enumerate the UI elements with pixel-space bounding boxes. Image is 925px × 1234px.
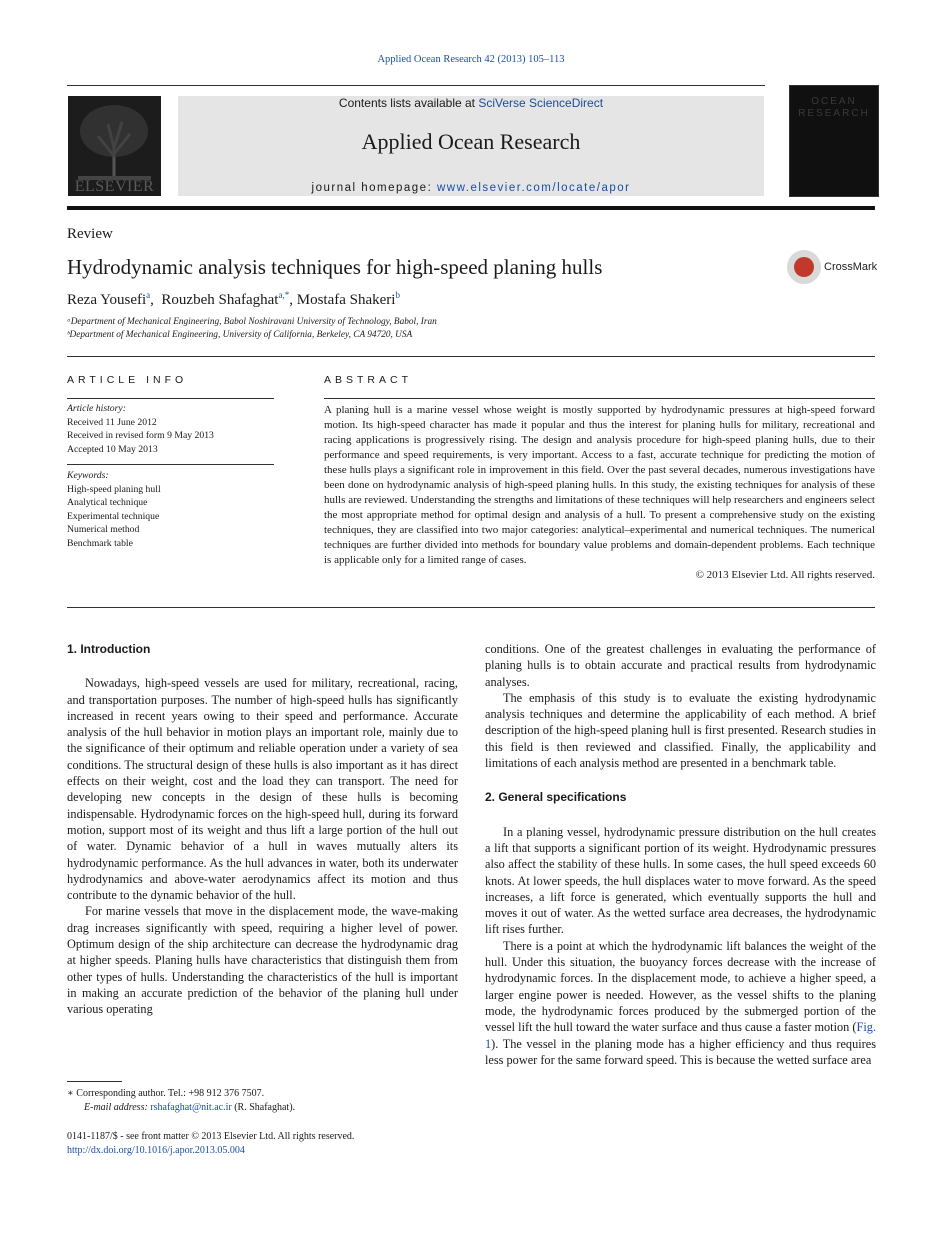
abstract-divider — [324, 398, 875, 399]
journal-banner — [178, 96, 764, 196]
abstract-heading: ABSTRACT — [324, 374, 413, 386]
author-affil-mark[interactable]: a — [146, 290, 151, 300]
elsevier-wordmark: ELSEVIER — [74, 178, 155, 195]
abstract-block — [324, 403, 875, 583]
author-affil-mark[interactable]: b — [395, 290, 400, 300]
email-line — [67, 1101, 295, 1115]
keywords-label: Keywords: — [67, 470, 109, 481]
author-affil-mark[interactable]: a,* — [278, 290, 290, 300]
history-item: Received 11 June 2012 — [67, 416, 157, 428]
keyword-item: Numerical method — [67, 524, 140, 535]
abstract-bottom-divider — [67, 607, 875, 608]
front-matter — [67, 1130, 354, 1158]
affiliation-a: ᵃDepartment of Mechanical Engineering, Babol Noshiravani University of Technology, Babol, Iran — [67, 317, 437, 327]
section-2-heading: 2. General specifications — [485, 790, 627, 805]
paragraph-text: ). The vessel in the planing mode has a higher efficiency and thus requires less power for the same forward speed. This is because the wetted surface area — [485, 1036, 876, 1067]
history-item: Accepted 10 May 2013 — [67, 443, 158, 455]
header-thick-bar — [67, 206, 875, 210]
contents-line — [178, 96, 764, 110]
email-suffix: (R. Shafaghat). — [234, 1102, 296, 1113]
cover-title: OCEAN RESEARCH — [798, 96, 870, 119]
section-1-heading: 1. Introduction — [67, 642, 151, 656]
contents-prefix: Contents lists available at — [338, 96, 475, 110]
abstract-text: A planing hull is a marine vessel whose weight is mostly supported by hydrodynamic pressures at high-speed forward motion. Its high-speed character has made it popular and thus the interest for planing hulls for military, recreational and racing applications is progressively rising. The design and analysis procedure for high-speed planing hulls, due to their performance and speed requirements, is very important. Access to a fast, accurate technique for predicting the motion of these hulls plays a significant role in improvement in this field. Over the past several decades, numerous investigations have been done on hydrodynamic analysis of high-speed planing hulls. In this study, the existing techniques for analysis of these hulls are reviewed. Understanding the strengths and limitations of these techniques will help researchers and engineers select the most appropriate method for optimal design and analysis of a hull. To present a comprehensive study on the existing techniques, they are classified into two major categories: analytical–experimental and numerical techniques. The numerical techniques are further divided into methods for boundary value problems and domain-dependent problems. Each technique is applicable only for a limited range of cases. — [324, 404, 875, 566]
paragraph: For marine vessels that move in the displacement mode, the wave-making drag increases significantly with speed, requiring a higher level of power. Optimum design of the ship architecture can decrease the hydrodynamic drag at higher speeds. Planing hulls have characteristics that distinguish them from other types of hulls. Understanding the characteristics of the hull is important in making an accurate prediction of the behavior of the planing hull under various operating — [67, 904, 458, 1017]
crossmark-label: CrossMark — [824, 261, 878, 273]
affiliation-divider — [67, 356, 875, 357]
keywords-divider — [67, 464, 274, 465]
paragraph: In a planing vessel, hydrodynamic pressure distribution on the hull creates a lift that supports a significant portion of its weight. Hydrodynamic pressures also affect the stability of these hulls. In some cases, the hull speed exceeds 60 knots. At lower speeds, the hull displaces water to move forward. As the speed increases, a lift force is generated, which eventually supports the hull and moves it out of water. As the wetted surface area decreases, the hydrodynamic lift rises further. — [485, 824, 876, 937]
article-history — [67, 402, 214, 456]
keyword-item: High-speed planing hull — [67, 483, 161, 495]
crossmark-badge[interactable] — [787, 250, 879, 286]
elsevier-logo — [68, 96, 161, 196]
article-type: Review — [67, 226, 113, 242]
paragraph: Nowadays, high-speed vessels are used for military, recreational, racing, and transportation purposes. The number of high-speed hulls has significantly increased in recent years owing to their speed and performance. Accurate analysis of the hull behavior in motion plays an important role, mainly due to the significance of their optimum and reliable operation under a variety of sea conditions. The structural design of these hulls is also important as it has direct effects on their weight, cost and the load they can transport. The need for developing new concepts in the design of these hulls is becoming indispensable. Hydrodynamic forces on the high-speed hull, during its forward motion, support most of its weight and thus lift a large portion of the hull out of water. Dynamic behavior of a hull in waves mutually alters its hydrodynamic performance. As the hull advances in water, both its underwater hydrodynamics and above-water aerodynamics affect its motion and thus contribute to the dynamic behavior of the hull. — [67, 676, 458, 903]
homepage-link[interactable]: www.elsevier.com/locate/apor — [436, 182, 631, 194]
paragraph-text: There is a point at which the hydrodynamic lift balances the weight of the hull. Under this situation, the buoyancy forces decrease with the increase of hydrodynamic forces. In the displacement mode, to achieve a higher speed, a larger engine power is needed. However, as the vessel shifts to the planing mode, the hydrodynamic forces produced by the submerged portion of the vessel lift the hull toward the water surface and thus cause a faster motion ( — [485, 938, 876, 1035]
paragraph: The emphasis of this study is to evaluate the existing hydrodynamic analysis techniques and determine the applicability of each method. A brief description of the high-speed planing hull is first presented. Research studies in this field is then reviewed and classified. Finally, the applicability and limitations of each analysis method are presented in a benchmark table. — [485, 690, 876, 771]
history-label: Article history: — [67, 403, 126, 414]
corresponding-author-note — [67, 1087, 295, 1115]
issn-line: 0141-1187/$ - see front matter © 2013 Elsevier Ltd. All rights reserved. — [67, 1131, 355, 1142]
author-list: Reza Yousefi$^a$, Rouzbeh Shafaghat$^{a,*}$, Mostafa Shakeri$^b$ — [67, 290, 400, 308]
footnote-divider — [67, 1081, 122, 1082]
history-item: Received in revised form 9 May 2013 — [67, 430, 214, 441]
journal-title: Applied Ocean Research — [361, 129, 581, 154]
author-name: Rouzbeh Shafaghat — [161, 292, 279, 308]
homepage-prefix: journal homepage: — [311, 182, 433, 194]
keyword-item: Benchmark table — [67, 537, 133, 549]
paragraph — [485, 938, 876, 1068]
article-title: Hydrodynamic analysis techniques for high-speed planing hulls — [67, 255, 603, 279]
header-divider — [67, 85, 765, 86]
affiliation-b: ᵇDepartment of Mechanical Engineering, University of California, Berkeley, CA 94720, USA — [67, 330, 413, 340]
crossmark-icon — [787, 250, 821, 284]
paragraph: conditions. One of the greatest challenges in evaluating the performance of planing hulls is to obtain accurate and practical results from hydrodynamic analyses. — [485, 642, 876, 689]
info-divider — [67, 398, 274, 399]
body-left-column — [67, 641, 458, 1018]
journal-reference[interactable]: Applied Ocean Research 42 (2013) 105–113 — [377, 54, 565, 65]
body-right-column — [485, 641, 876, 1068]
journal-cover — [789, 85, 879, 197]
author-name: Reza Yousefi — [67, 292, 147, 308]
keyword-item: Experimental technique — [67, 510, 160, 522]
email-link[interactable]: rshafaghat@nit.ac.ir — [150, 1102, 232, 1113]
keywords — [67, 469, 161, 550]
article-info-heading: ARTICLE INFO — [67, 374, 188, 386]
author-name: Mostafa Shakeri — [296, 292, 396, 308]
abstract-copyright: © 2013 Elsevier Ltd. All rights reserved. — [695, 569, 875, 581]
keyword-item: Analytical technique — [67, 497, 148, 508]
doi-link[interactable]: http://dx.doi.org/10.1016/j.apor.2013.05.004 — [67, 1145, 245, 1156]
corr-author: ∗ Corresponding author. Tel.: +98 912 376 7507. — [67, 1088, 265, 1099]
email-label: E-mail address: — [84, 1102, 148, 1113]
sciencedirect-link[interactable]: SciVerse ScienceDirect — [478, 96, 604, 110]
figure-1-link[interactable]: Fig. 1 — [485, 1020, 876, 1051]
homepage-line — [178, 182, 764, 194]
